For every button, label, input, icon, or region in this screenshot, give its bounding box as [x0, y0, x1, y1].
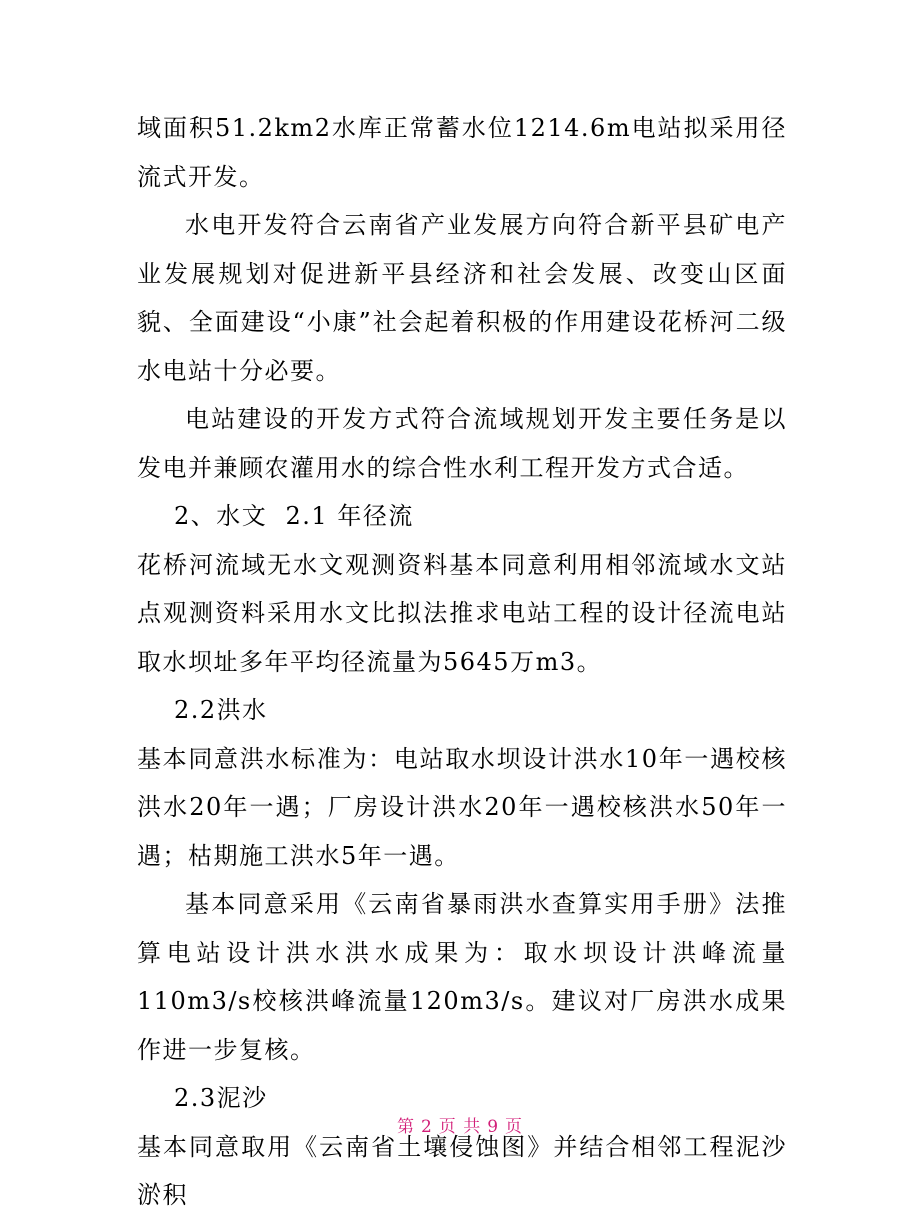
paragraph-1: 域面积51.2km2水库正常蓄水位1214.6m电站拟采用径流式开发。 [137, 114, 787, 191]
footer-total-pages: 9 [487, 1117, 500, 1137]
page-footer [0, 1112, 920, 1137]
section-heading-hydrology: 2、水文 2.1 年径流 [174, 502, 414, 530]
paragraph-runoff: 花桥河流域无水文观测资料基本同意利用相邻流域水文站点观测资料采用水文比拟法推求电站工程的设计径流电站取水坝址多年平均径流量为5645万m3。 [137, 550, 787, 676]
footer-mid: 页 共 [438, 1117, 482, 1137]
paragraph-flood-standard: 基本同意洪水标准为：电站取水坝设计洪水10年一遇校核洪水20年一遇；厂房设计洪水20年一遇校核洪水50年一遇；枯期施工洪水5年一遇。 [137, 744, 787, 870]
paragraph-sediment: 基本同意取用《云南省土壤侵蚀图》并结合相邻工程泥沙淤积 [137, 1132, 787, 1209]
document-body [137, 104, 787, 1220]
paragraph-2: 水电开发符合云南省产业发展方向符合新平县矿电产业发展规划对促进新平县经济和社会发展、改变山区面貌、全面建设“小康”社会起着积极的作用建设花桥河二级水电站十分必要。 [137, 211, 787, 385]
footer-prefix: 第 [396, 1117, 415, 1137]
section-heading-sediment: 2.3泥沙 [174, 1084, 268, 1112]
footer-page-number: 2 [420, 1117, 433, 1137]
paragraph-3: 电站建设的开发方式符合流域规划开发主要任务是以发电并兼顾农灌用水的综合性水利工程开发方式合适。 [137, 405, 787, 482]
paragraph-flood-results: 基本同意采用《云南省暴雨洪水查算实用手册》法推算电站设计洪水洪水成果为：取水坝设计洪峰流量110m3/s校核洪峰流量120m3/s。建议对厂房洪水成果作进一步复核。 [137, 890, 787, 1064]
footer-suffix: 页 [505, 1117, 524, 1137]
section-heading-flood: 2.2洪水 [174, 696, 268, 724]
